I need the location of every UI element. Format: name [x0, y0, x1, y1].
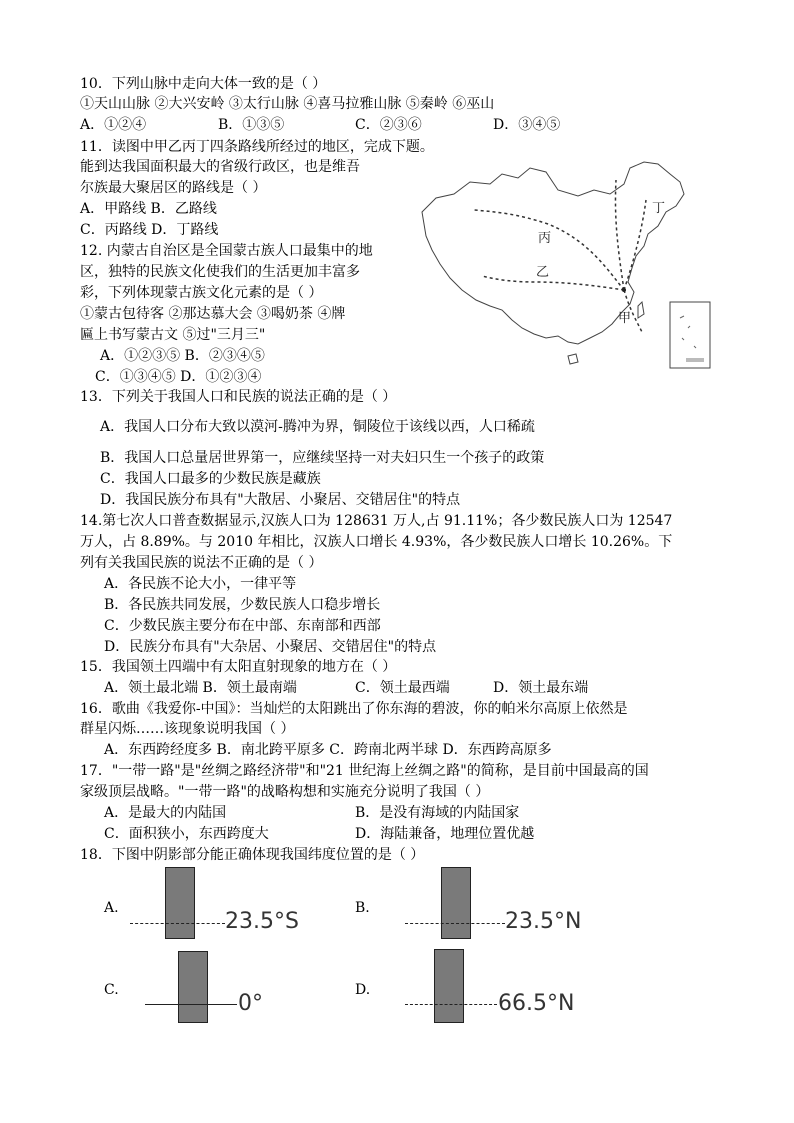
- q14-option-d: D．民族分布具有"大杂居、小聚居、交错居住"的特点: [104, 639, 437, 655]
- taiwan-island: [638, 302, 644, 318]
- q16-line2: 群星闪烁……该现象说明我国（ ）: [80, 721, 295, 737]
- q11-line1: 能到达我国面积最大的省级行政区，也是维吾: [80, 159, 360, 175]
- q14-option-c: C．少数民族主要分布在中部、东南部和西部: [104, 618, 381, 634]
- q10-stem: 10．下列山脉中走向大体一致的是（ ）: [80, 76, 327, 92]
- q13-option-a: A．我国人口分布大致以漠河-腾冲为界，铜陵位于该线以西，人口稀疏: [100, 419, 535, 435]
- q13-option-d: D．我国民族分布具有"大散居、小聚居、交错居住"的特点: [100, 492, 461, 508]
- q17-line2: 家级顶层战略。"一带一路"的战略构想和实施充分说明了我国（ ）: [80, 784, 490, 800]
- q18-b-label: B.: [355, 900, 370, 916]
- china-outline: [422, 162, 684, 344]
- q12-options-cd: C．①③④⑤ D．①②③④: [95, 369, 262, 385]
- q18-b-latitude-label: 23.5°N: [505, 909, 582, 934]
- q14-option-a: A．各民族不论大小，一律平等: [104, 576, 297, 592]
- q18-a-dashed-line: [130, 923, 225, 924]
- q18-d-label: D.: [355, 982, 371, 998]
- q12-line1: 12. 内蒙古自治区是全国蒙古族人口最集中的地: [80, 243, 373, 259]
- q16-options: A．东西跨经度多 B．南北跨平原多 C．跨南北两半球 D．东西跨高原多: [104, 742, 552, 758]
- route-origin-point: [622, 288, 626, 292]
- q17-option-b: B．是没有海域的内陆国家: [355, 805, 520, 821]
- map-label-ding: 丁: [652, 201, 666, 216]
- q12-options-ab: A．①②③⑤ B．②③④⑤: [100, 348, 265, 364]
- q15-option-c: C．领土最西端: [355, 680, 450, 696]
- q13-option-c: C．我国人口最多的少数民族是藏族: [100, 471, 321, 487]
- map-label-jia: 甲: [618, 311, 632, 326]
- q17-option-d: D．海陆兼备，地理位置优越: [355, 826, 535, 842]
- q18-a-latitude-label: 23.5°S: [225, 909, 299, 934]
- q17-option-a: A．是最大的内陆国: [104, 805, 227, 821]
- q17-option-c: C．面积狭小，东西跨度大: [104, 826, 269, 842]
- map-label-bing: 丙: [538, 231, 552, 246]
- route-yi: [482, 276, 624, 290]
- route-north: [615, 180, 624, 290]
- q18-stem: 18．下图中阴影部分能正确体现我国纬度位置的是（ ）: [80, 847, 425, 863]
- route-ding: [624, 200, 646, 290]
- china-route-map: [418, 160, 714, 372]
- q18-d-shaded-bar: [434, 949, 464, 1023]
- q12-line2: 区，独特的民族文化使我们的生活更加丰富多: [80, 264, 360, 280]
- q18-d-dashed-line: [405, 1004, 497, 1005]
- q10-option-b: B．①③⑤: [218, 117, 285, 133]
- q14-line2: 万人，占 8.89%。与 2010 年相比，汉族人口增长 4.93%，各少数民族人口增长 10.26%。下: [80, 534, 673, 550]
- q10-option-c: C．②③⑥: [355, 117, 422, 133]
- q18-c-latitude-label: 0°: [238, 991, 263, 1016]
- q18-c-equator-line: [145, 1004, 237, 1005]
- q10-option-a: A．①②④: [80, 117, 147, 133]
- q14-line1: 14.第七次人口普查数据显示,汉族人口为 128631 万人,占 91.11%；各少数民族人口为 12547: [80, 513, 673, 529]
- q17-line1: 17．"一带一路"是"丝绸之路经济带"和"21 世纪海上丝绸之路"的简称，是目前中国最高的国: [80, 763, 649, 779]
- q18-c-shaded-bar: [178, 951, 208, 1023]
- china-map-svg: [418, 160, 714, 372]
- q12-line5: 匾上书写蒙古文 ⑤过"三月三": [80, 327, 266, 343]
- q18-d-latitude-label: 66.5°N: [498, 991, 575, 1016]
- q13-stem: 13．下列关于我国人口和民族的说法正确的是（ ）: [80, 389, 397, 405]
- q18-a-label: A.: [104, 900, 119, 916]
- q12-line4: ①蒙古包待客 ②那达慕大会 ③喝奶茶 ④牌: [80, 306, 346, 322]
- q11-stem: 11．读图中甲乙丙丁四条路线所经过的地区，完成下题。: [80, 139, 434, 155]
- q11-options-ab: A．甲路线 B．乙路线: [80, 201, 217, 217]
- q18-b-shaded-bar: [441, 867, 471, 939]
- q10-option-d: D．③④⑤: [493, 117, 561, 133]
- q16-line1: 16．歌曲《我爱你-中国》：当灿烂的太阳跳出了你东海的碧波，你的帕米尔高原上依然是: [80, 701, 628, 717]
- q18-a-shaded-bar: [165, 867, 195, 939]
- q11-line2: 尔族最大聚居区的路线是（ ）: [80, 180, 267, 196]
- q18-c-label: C.: [104, 982, 119, 998]
- q10-items: ①天山山脉 ②大兴安岭 ③太行山脉 ④喜马拉雅山脉 ⑤秦岭 ⑥巫山: [80, 96, 495, 112]
- q11-options-cd: C．丙路线 D．丁路线: [80, 222, 219, 238]
- q13-option-b: B．我国人口总量居世界第一，应继续坚持一对夫妇只生一个孩子的政策: [100, 450, 545, 466]
- inset-caption: [686, 358, 704, 362]
- hainan-island: [568, 354, 578, 364]
- q14-option-b: B．各民族共同发展，少数民族人口稳步增长: [104, 597, 381, 613]
- map-label-yi: 乙: [536, 265, 550, 280]
- q12-line3: 彩，下列体现蒙古族文化元素的是（ ）: [80, 285, 323, 301]
- q15-option-d: D．领土最东端: [493, 680, 589, 696]
- q15-options-ab: A．领土最北端 B．领土最南端: [104, 680, 297, 696]
- q14-line3: 列有关我国民族的说法不正确的是（ ）: [80, 555, 323, 571]
- q15-stem: 15．我国领土四端中有太阳直射现象的地方在（ ）: [80, 659, 397, 675]
- q18-b-dashed-line: [405, 923, 505, 924]
